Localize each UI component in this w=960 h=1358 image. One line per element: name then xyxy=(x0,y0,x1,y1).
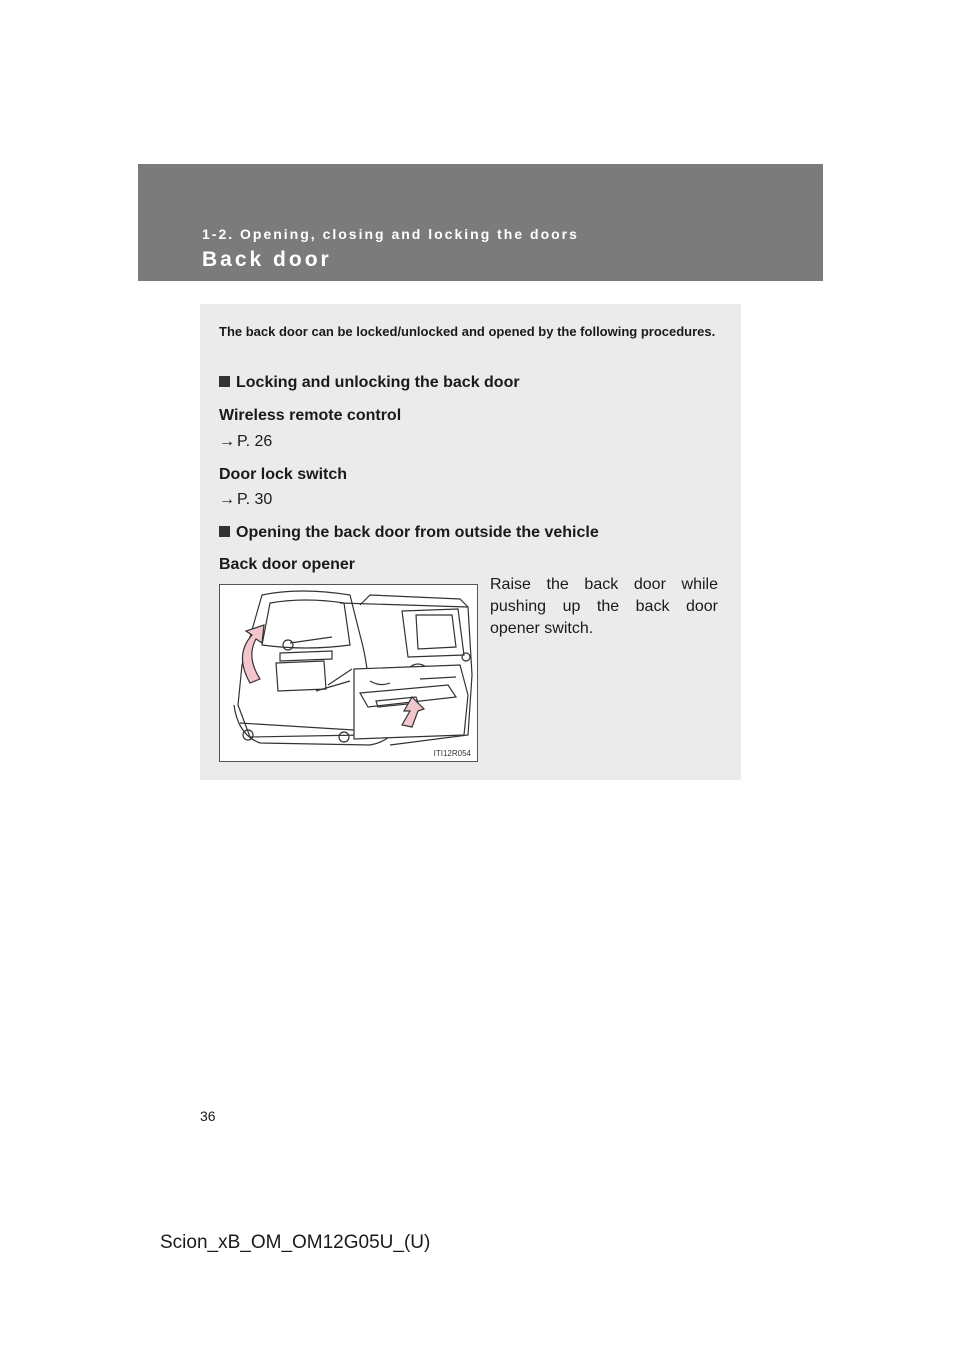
vehicle-rear-illustration xyxy=(220,585,477,761)
heading-locking-unlocking: Locking and unlocking the back door xyxy=(219,374,520,392)
square-bullet-icon xyxy=(219,376,230,387)
ref-door-lock-switch[interactable]: → P. 30 xyxy=(219,491,273,508)
page-title: Back door xyxy=(202,248,332,271)
item-wireless-remote-label: Wireless remote control xyxy=(219,407,402,424)
ref-wireless-remote[interactable]: → P. 26 xyxy=(219,433,273,450)
back-door-opener-illustration xyxy=(219,584,478,762)
heading-opening-outside: Opening the back door from outside the vehicle xyxy=(219,524,599,542)
content-box xyxy=(200,304,741,780)
section-label: 1-2. Opening, closing and locking the doors xyxy=(202,226,579,242)
page-number: 36 xyxy=(200,1108,216,1124)
figure-code: ITI12R054 xyxy=(433,749,471,758)
arrow-right-icon: → xyxy=(219,433,235,450)
item-back-door-opener-label: Back door opener xyxy=(219,556,356,573)
back-door-opener-description: Raise the back door while pushing up the back door opener switch. xyxy=(490,576,718,637)
intro-text: The back door can be locked/unlocked and opened by the following procedures. xyxy=(219,324,716,339)
item-door-lock-switch-label: Door lock switch xyxy=(219,466,348,483)
chapter-header-band xyxy=(138,164,823,281)
document-id: Scion_xB_OM_OM12G05U_(U) xyxy=(160,1232,431,1253)
square-bullet-icon xyxy=(219,526,230,537)
arrow-right-icon: → xyxy=(219,491,235,508)
